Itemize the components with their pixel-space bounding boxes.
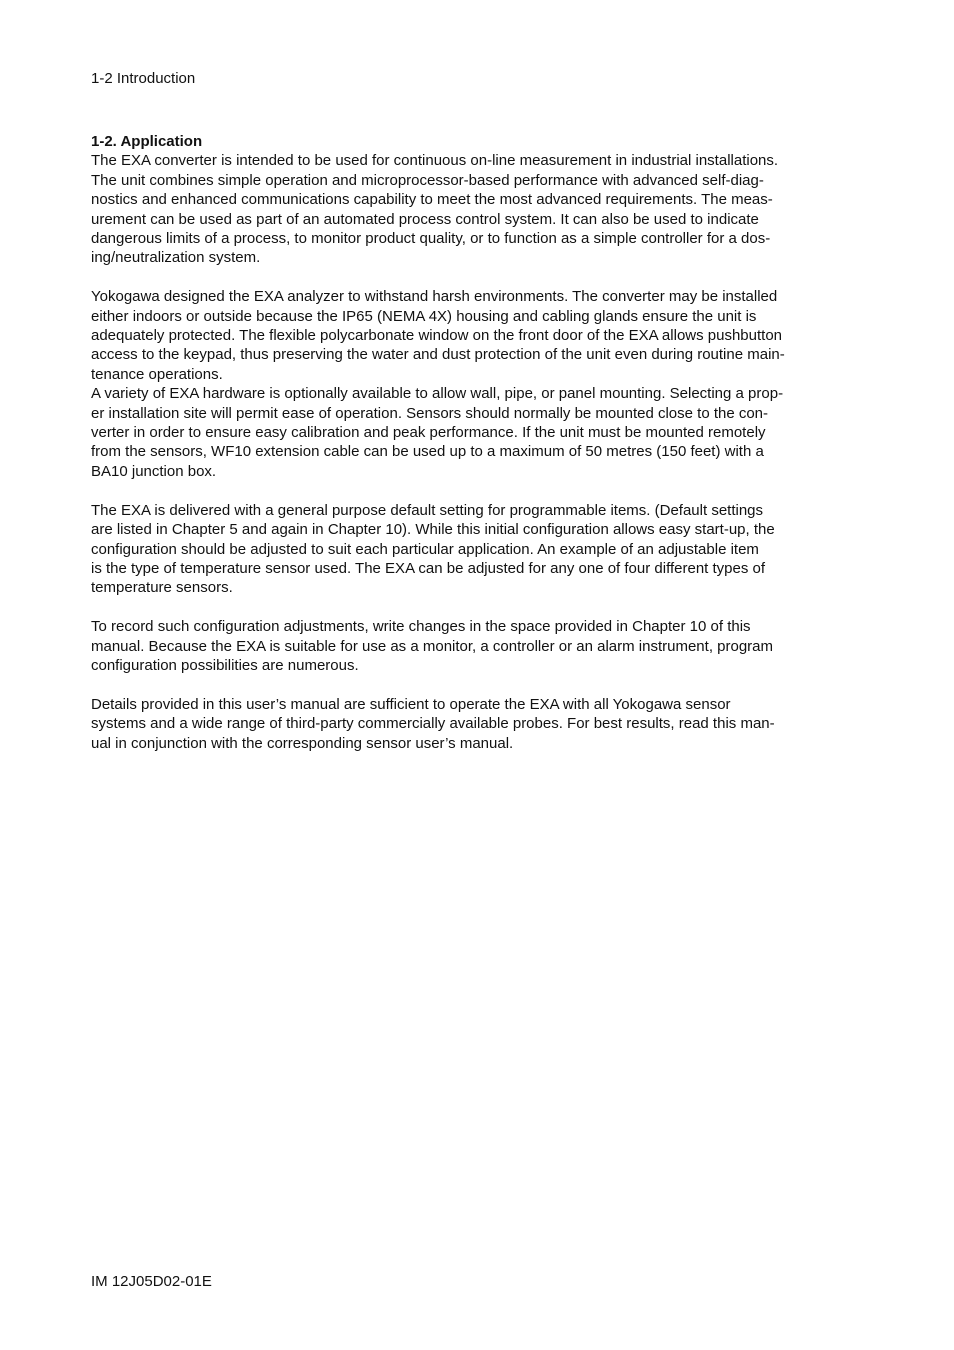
- paragraph-spacer: [91, 481, 851, 500]
- text-line: tenance operations.: [91, 365, 223, 383]
- paragraph-intro: [91, 151, 851, 267]
- paragraph-details: [91, 695, 851, 753]
- section-title: 1-2. Application: [91, 133, 203, 150]
- text-line: access to the keypad, thus preserving the water and dust protection of the unit even during routine main-: [91, 346, 785, 364]
- main-content: [91, 132, 851, 753]
- text-line: adequately protected. The flexible polycarbonate window on the front door of the EXA allows pushbutton: [91, 327, 783, 345]
- text-line: ing/neutralization system.: [91, 249, 261, 267]
- text-line: The unit combines simple operation and microprocessor-based performance with advanced self-diag-: [91, 171, 764, 189]
- text-line: er installation site will permit ease of operation. Sensors should normally be mounted close to the con-: [91, 404, 769, 422]
- text-line: urement can be used as part of an automated process control system. It can also be used to indicate: [91, 210, 759, 228]
- paragraph-spacer: [91, 268, 851, 287]
- text-line: To record such configuration adjustments, write changes in the space provided in Chapter 10 of this: [91, 618, 751, 636]
- paragraph-spacer: [91, 675, 851, 694]
- text-line: manual. Because the EXA is suitable for use as a monitor, a controller or an alarm instrument, program: [91, 637, 774, 655]
- text-line: The EXA is delivered with a general purpose default setting for programmable items. (Default settings: [91, 501, 764, 519]
- paragraph-defaults: [91, 501, 851, 598]
- text-line: nostics and enhanced communications capability to meet the most advanced requirements. The meas-: [91, 191, 773, 209]
- paragraph-environment: [91, 287, 851, 384]
- document-number: IM 12J05D02-01E: [91, 1273, 212, 1290]
- text-line: ual in conjunction with the corresponding sensor user’s manual.: [91, 734, 514, 752]
- text-line: is the type of temperature sensor used. The EXA can be adjusted for any one of four different types of: [91, 559, 766, 577]
- text-line: either indoors or outside because the IP65 (NEMA 4X) housing and cabling glands ensure the unit is: [91, 307, 757, 325]
- text-line: The EXA converter is intended to be used for continuous on-line measurement in industrial installations.: [91, 152, 779, 170]
- text-line: BA10 junction box.: [91, 462, 217, 480]
- running-header: 1-2 Introduction: [91, 70, 196, 87]
- text-line: A variety of EXA hardware is optionally available to allow wall, pipe, or panel mounting. Selecting a prop-: [91, 385, 784, 403]
- paragraph-spacer: [91, 598, 851, 617]
- text-line: configuration possibilities are numerous.: [91, 656, 359, 674]
- text-line: temperature sensors.: [91, 579, 233, 597]
- text-line: Details provided in this user’s manual are sufficient to operate the EXA with all Yokogawa sensor: [91, 695, 731, 713]
- text-line: systems and a wide range of third-party commercially available probes. For best results, read this man-: [91, 715, 775, 733]
- paragraph-configuration: [91, 617, 851, 675]
- paragraph-mounting: [91, 384, 851, 481]
- text-line: from the sensors, WF10 extension cable can be used up to a maximum of 50 metres (150 feet) with a: [91, 443, 764, 461]
- text-line: are listed in Chapter 5 and again in Chapter 10). While this initial configuration allows easy start-up, the: [91, 521, 775, 539]
- text-line: verter in order to ensure easy calibration and peak performance. If the unit must be mounted remotely: [91, 424, 766, 442]
- text-line: configuration should be adjusted to suit each particular application. An example of an adjustable item: [91, 540, 759, 558]
- text-line: dangerous limits of a process, to monitor product quality, or to function as a simple controller for a dos-: [91, 230, 771, 248]
- text-line: Yokogawa designed the EXA analyzer to withstand harsh environments. The converter may be installed: [91, 288, 778, 306]
